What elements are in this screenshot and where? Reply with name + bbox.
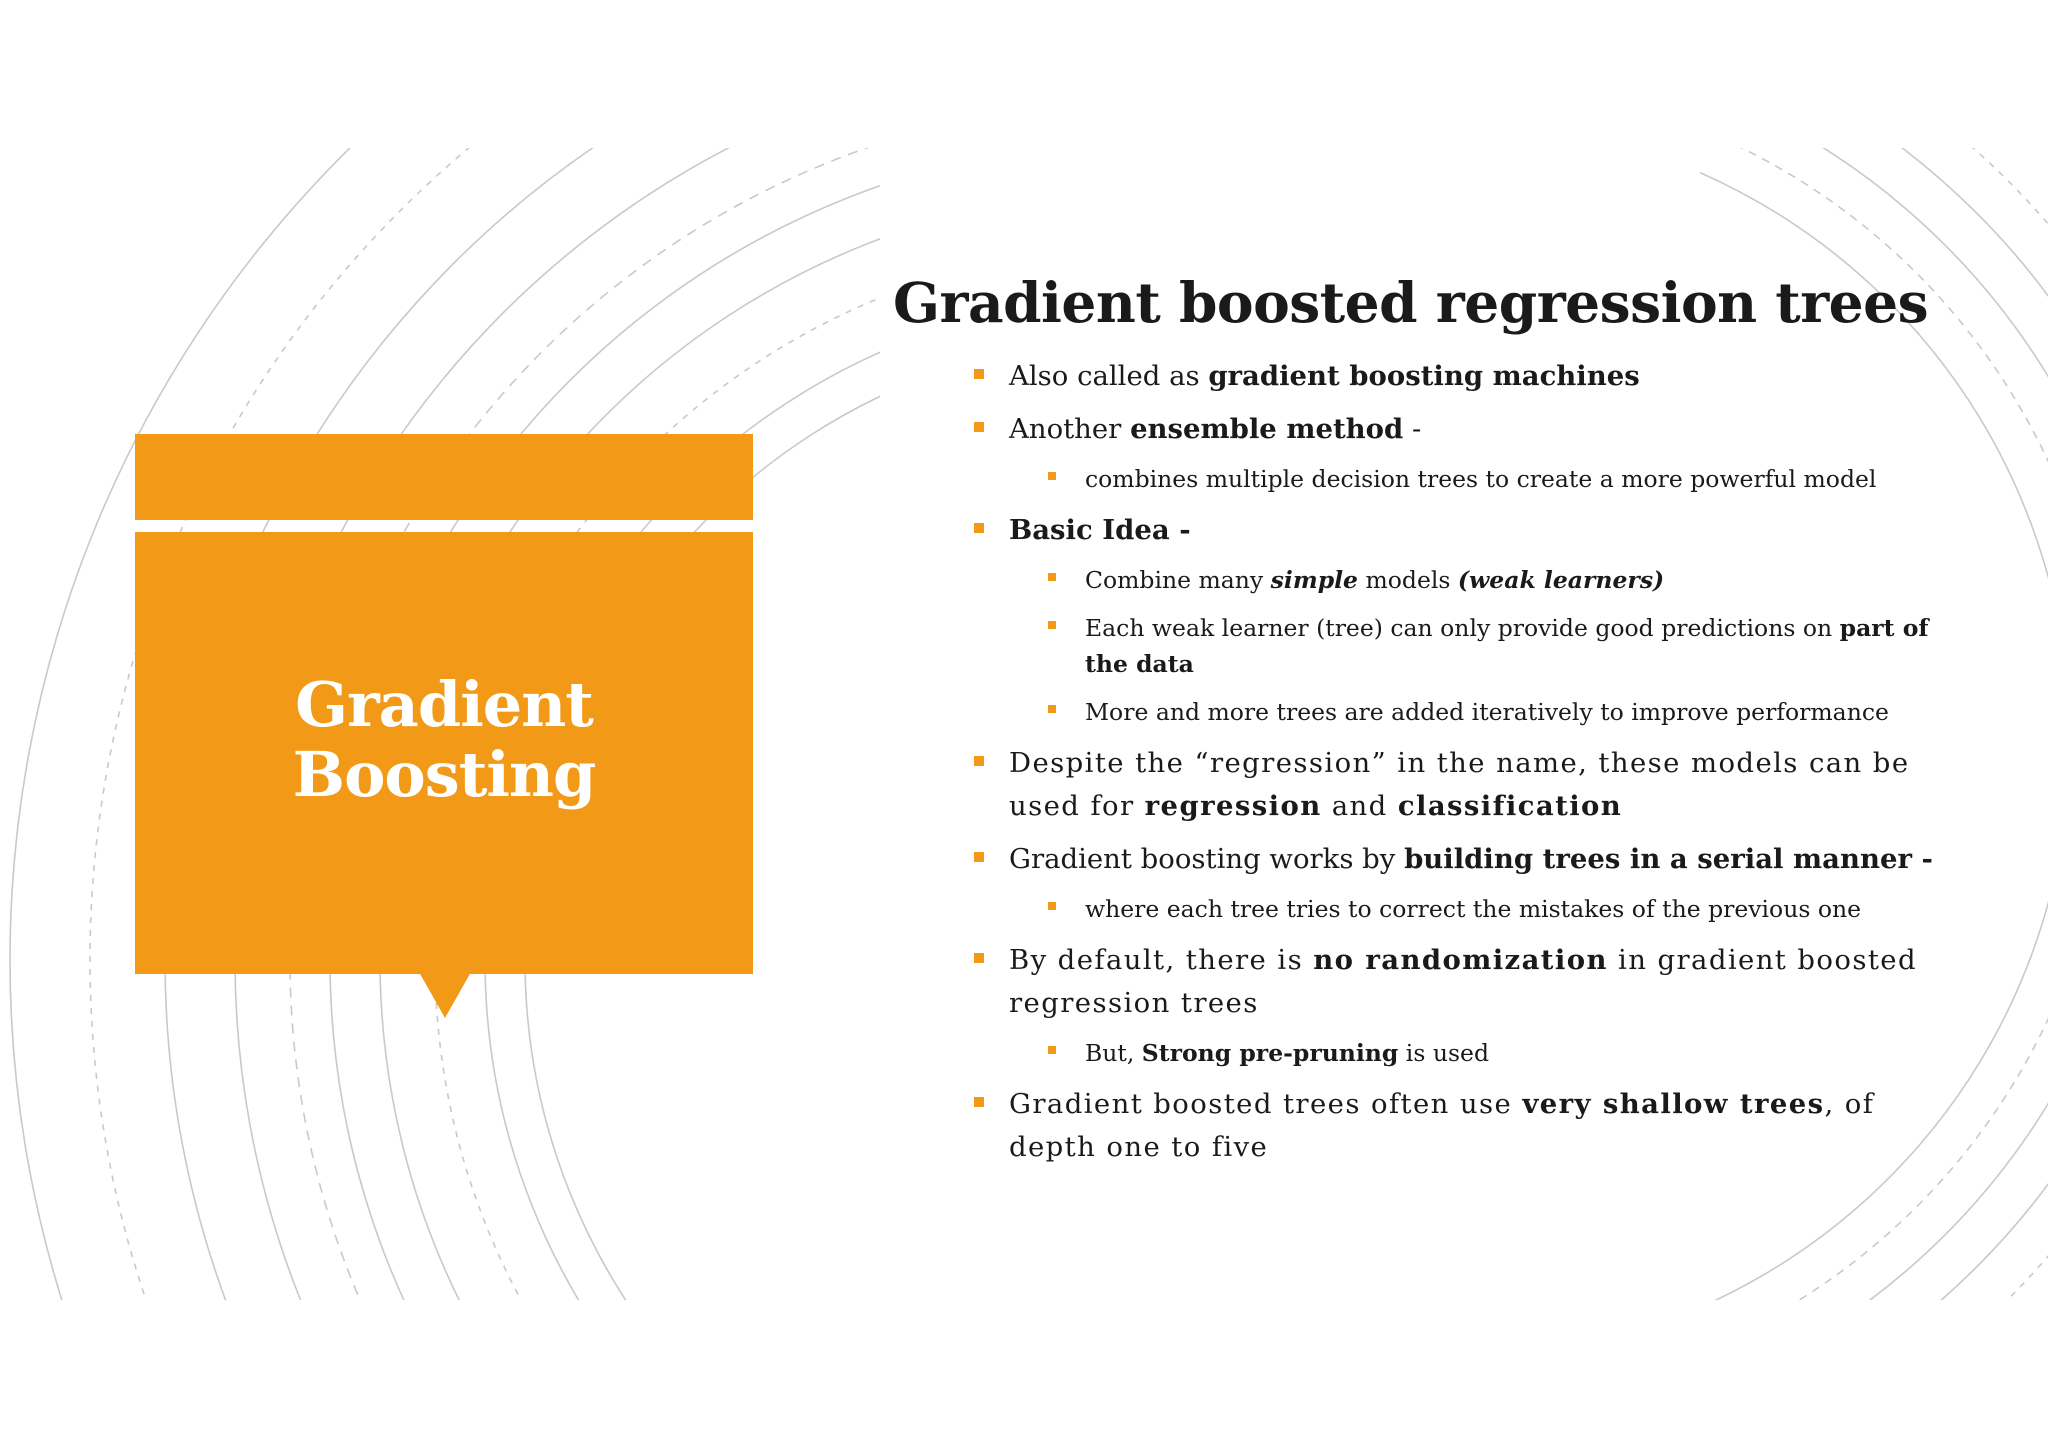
sub-bullet-3-3: More and more trees are added iteratively to improve performance [964,694,1964,730]
slide-title: Gradient boosted regression trees [893,270,1929,335]
bullet-list [964,355,1964,1179]
bullet-1: Also called as gradient boosting machines [964,355,1964,398]
accent-band [135,434,753,520]
section-title [135,670,753,810]
sub-bullet-6-1: But, Strong pre-pruning is used [964,1035,1964,1071]
bullet-6: By default, there is no randomization in gradient boosted regression trees [964,939,1964,1025]
callout-pointer [419,972,471,1018]
sub-bullet-3-1: Combine many simple models (weak learners) [964,562,1964,598]
bullet-3: Basic Idea - [964,509,1964,552]
sub-bullet-2-1: combines multiple decision trees to create a more powerful model [964,461,1964,497]
bullet-7: Gradient boosted trees often use very shallow trees, of depth one to five [964,1083,1964,1169]
sub-bullet-3-2: Each weak learner (tree) can only provide good predictions on part of the data [964,610,1964,682]
sub-bullet-5-1: where each tree tries to correct the mistakes of the previous one [964,891,1964,927]
section-title-line1: Gradient [295,668,593,741]
section-title-line2: Boosting [292,738,596,811]
bullet-5: Gradient boosting works by building trees in a serial manner - [964,838,1964,881]
bullet-4: Despite the “regression” in the name, these models can be used for regression and classification [964,742,1964,828]
bullet-2: Another ensemble method - [964,408,1964,451]
